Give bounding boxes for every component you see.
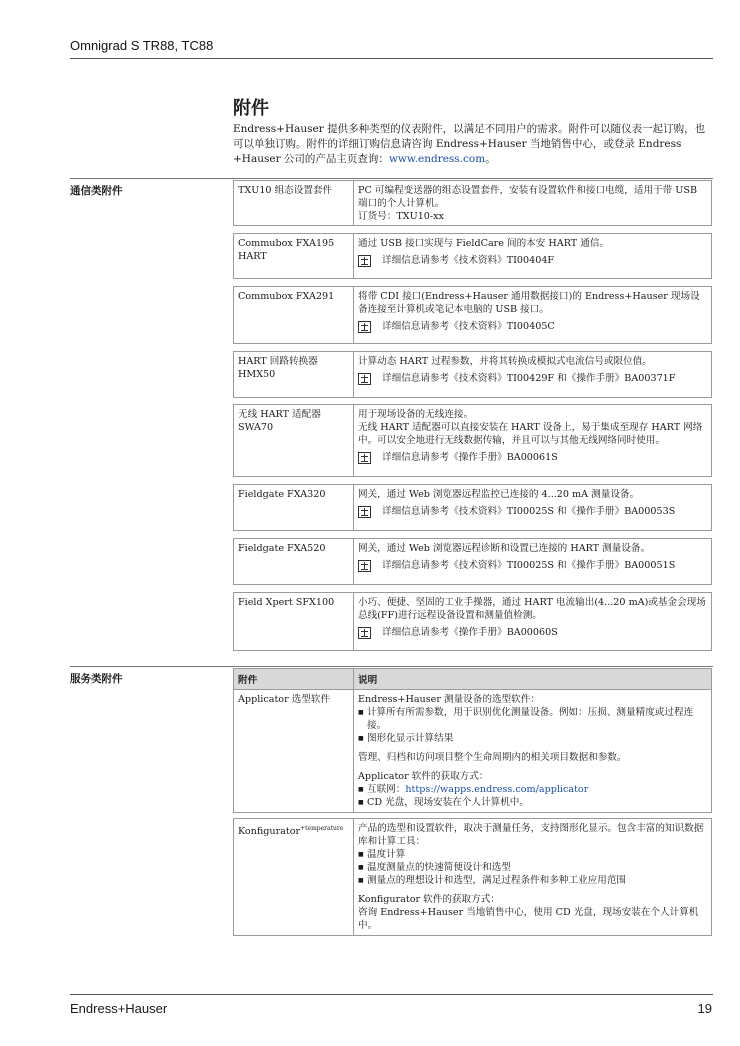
page-title: 附件 xyxy=(233,98,269,119)
accessory-name: Field Xpert SFX100 xyxy=(234,593,354,650)
accessory-fxa195 xyxy=(233,233,712,279)
book-icon xyxy=(358,452,371,464)
konfigurator-name xyxy=(234,819,354,936)
accessory-hmx50 xyxy=(233,351,712,398)
list-item: ■ 温度测量点的快速简便设计和选型 xyxy=(358,861,707,874)
accessory-name: Commubox FXA291 xyxy=(234,287,354,343)
footer-brand: Endress+Hauser xyxy=(70,1001,168,1016)
header-divider xyxy=(70,58,713,59)
list-item: ■ CD 光盘，现场安装在个人计算机中。 xyxy=(358,796,707,809)
section-divider-comm xyxy=(70,178,713,179)
accessory-desc: PC 可编程变送器的组态设置套件，安装有设置软件和接口电缆，适用于带 USB 端口的个人计算机。 xyxy=(358,185,698,209)
running-header: Omnigrad S TR88, TC88 xyxy=(70,38,214,53)
column-header-accessory: 附件 xyxy=(234,669,354,690)
intro-text: Endress+Hauser 提供多种类型的仪表附件，以满足不同用户的需求。附件可以随仪表一起订购，也可以单独订购。附件的详细订购信息请咨询 Endress+Hauser 当地销售中心，或登录 Endress +Hauser 公司的产品主页查询： xyxy=(233,123,706,165)
endress-link[interactable]: www.endress.com xyxy=(388,153,486,165)
accessory-swa70 xyxy=(233,404,712,477)
book-icon xyxy=(358,255,371,267)
accessory-desc: 将带 CDI 接口(Endress+Hauser 通用数据接口)的 Endress+Hauser 现场设备连接至计算机或笔记本电脑的 USB 接口。 xyxy=(358,291,700,315)
table-row-applicator xyxy=(234,690,712,813)
service-accessory-table xyxy=(233,668,712,936)
doc-reference: 详细信息请参考《技术资料》TI00025S 和《操作手册》BA00053S xyxy=(382,506,676,517)
intro-end: 。 xyxy=(485,153,496,165)
konfigurator-get-text: 咨询 Endress+Hauser 当地销售中心，使用 CD 光盘，现场安装在个人计算机中。 xyxy=(358,907,699,931)
accessory-name: 无线 HART 适配器 SWA70 xyxy=(234,405,354,476)
konfigurator-get: Konfigurator 软件的获取方式： xyxy=(358,894,500,905)
accessory-desc: 用于现场设备的无线连接。 无线 HART 适配器可以直接安装在 HART 设备上，易于集成至现存 HART 网络中。可以安全地进行无线数据传输，并且可以与其他无线网络同时使用。 xyxy=(358,409,703,446)
accessory-desc: 网关，通过 Web 浏览器远程监控已连接的 4...20 mA 测量设备。 xyxy=(358,489,640,500)
accessory-sfx100 xyxy=(233,592,712,651)
accessory-fxa320 xyxy=(233,484,712,531)
book-icon xyxy=(358,560,371,572)
accessory-fxa291 xyxy=(233,286,712,344)
list-item: ■ 温度计算 xyxy=(358,848,707,861)
book-icon xyxy=(358,373,371,385)
accessory-desc: 通过 USB 接口实现与 FieldCare 间的本安 HART 通信。 xyxy=(358,238,610,249)
book-icon xyxy=(358,321,371,333)
konfigurator-label: Konfigurator xyxy=(238,826,301,838)
list-item: ■ 测量点的理想设计和选型，满足过程条件和多种工业应用范围 xyxy=(358,874,707,887)
doc-reference: 详细信息请参考《技术资料》TI00405C xyxy=(382,321,555,332)
applicator-link[interactable]: https://wapps.endress.com/applicator xyxy=(405,784,589,795)
applicator-manage: 管理、归档和访问项目整个生命周期内的相关项目数据和参数。 xyxy=(358,752,627,763)
column-header-description: 说明 xyxy=(354,669,712,690)
konfigurator-intro: 产品的选型和设置软件，取决于测量任务，支持图形化显示。包含丰富的知识数据库和计算工具： xyxy=(358,823,704,847)
doc-reference: 详细信息请参考《操作手册》BA00060S xyxy=(382,627,558,638)
applicator-intro: Endress+Hauser 测量设备的选型软件： xyxy=(358,694,540,705)
section-title-service: 服务类附件 xyxy=(70,673,123,685)
applicator-name: Applicator 选型软件 xyxy=(234,690,354,813)
doc-reference: 详细信息请参考《操作手册》BA00061S xyxy=(382,452,558,463)
table-header-row xyxy=(234,669,712,690)
accessory-desc: 小巧、便捷、坚固的工业手操器，通过 HART 电流输出(4...20 mA)或基金会现场总线(FF)进行远程设备设置和测量值检测。 xyxy=(358,597,706,621)
table-row-konfigurator xyxy=(234,819,712,936)
accessory-name: Fieldgate FXA520 xyxy=(234,539,354,584)
page-number: 19 xyxy=(697,1001,712,1016)
accessory-name: Commubox FXA195 HART xyxy=(234,234,354,278)
accessory-name: Fieldgate FXA320 xyxy=(234,485,354,530)
doc-reference: 详细信息请参考《技术资料》TI00404F xyxy=(382,255,555,266)
accessory-desc: 网关，通过 Web 浏览器远程诊断和设置已连接的 HART 测量设备。 xyxy=(358,543,651,554)
accessory-desc: 计算动态 HART 过程参数，并将其转换成模拟式电流信号或限位值。 xyxy=(358,356,652,367)
accessory-txu10 xyxy=(233,180,712,226)
list-item: ■ 计算所有所需参数，用于识别优化测量设备。例如：压损、测量精度或过程连接。 xyxy=(358,706,707,732)
book-icon xyxy=(358,627,371,639)
list-item: ■ 图形化显示计算结果 xyxy=(358,732,707,745)
internet-label: 互联网： xyxy=(367,784,406,795)
section-title-comm: 通信类附件 xyxy=(70,185,123,197)
section-divider-service xyxy=(70,666,713,667)
accessory-name: HART 回路转换器 HMX50 xyxy=(234,352,354,397)
order-code: 订货号：TXU10-xx xyxy=(358,211,444,222)
applicator-get: Applicator 软件的获取方式： xyxy=(358,771,489,782)
intro-paragraph xyxy=(233,122,713,167)
footer-divider xyxy=(70,994,713,995)
list-item xyxy=(358,783,707,796)
doc-reference: 详细信息请参考《技术资料》TI00025S 和《操作手册》BA00051S xyxy=(382,560,676,571)
doc-reference: 详细信息请参考《技术资料》TI00429F 和《操作手册》BA00371F xyxy=(382,373,676,384)
accessory-name: TXU10 组态设置套件 xyxy=(234,181,354,225)
book-icon xyxy=(358,506,371,518)
accessory-fxa520 xyxy=(233,538,712,585)
konfigurator-sup: +temperature xyxy=(300,825,344,832)
